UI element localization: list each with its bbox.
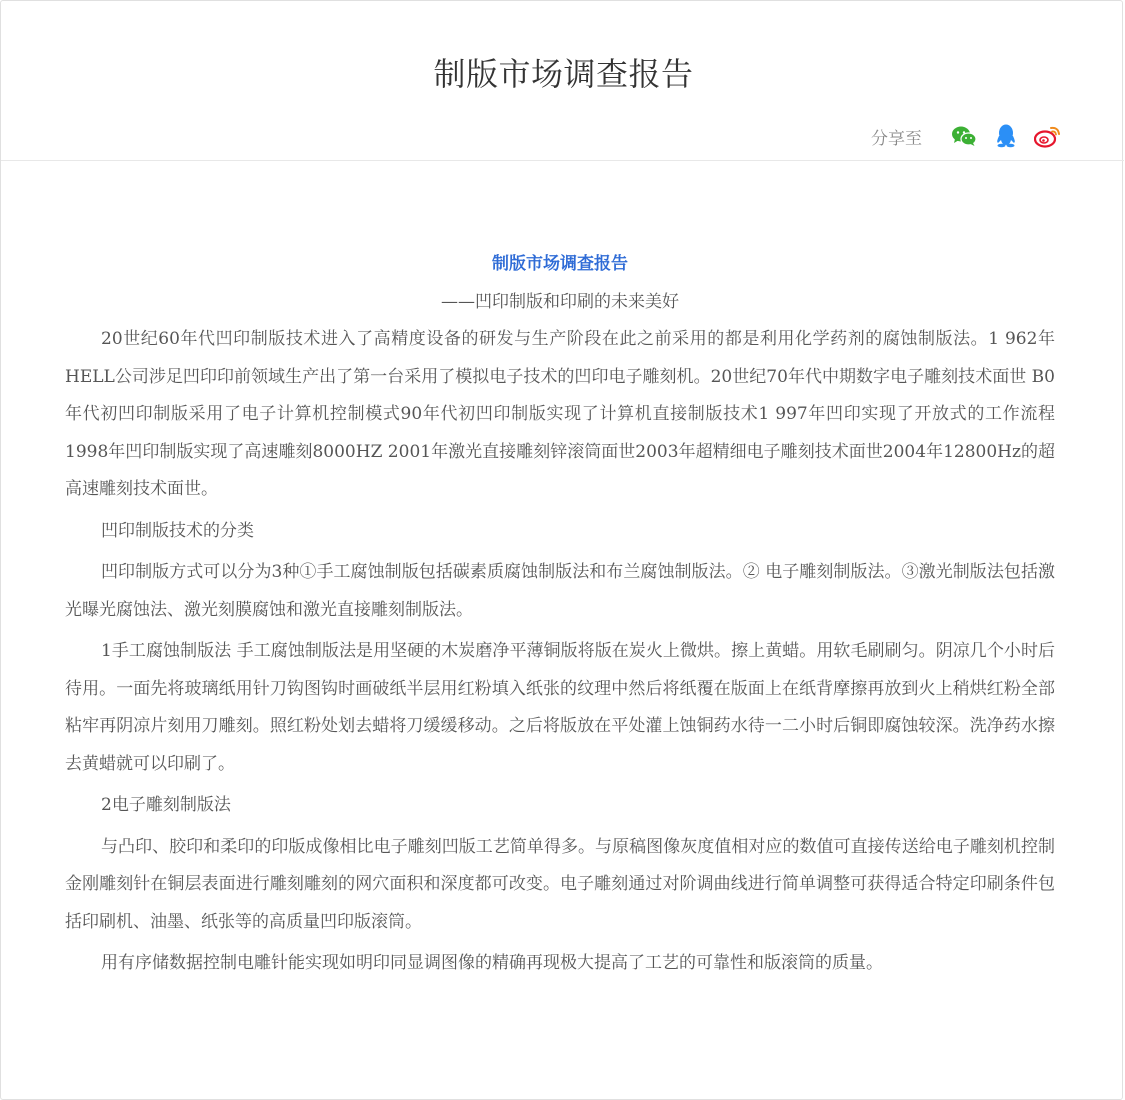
page-title: 制版市场调查报告 bbox=[433, 55, 694, 93]
paragraph: 1手工腐蚀制版法 手工腐蚀制版法是用坚硬的木炭磨净平薄铜版将版在炭火上微烘。擦上黄蜡。用软毛刷刷匀。阴凉几个小时后待用。一面先将玻璃纸用针刀钩图钩时画破纸半层用红粉填入纸张的纹理中然后将纸覆在版面上在纸背摩擦再放到火上稍烘红粉全部粘牢再阴凉片刻用刀雕刻。照红粉处划去蜡将刀缓缓移动。之后将版放在平处灌上蚀铜药水待一二小时后铜即腐蚀较深。洗净药水擦去黄蜡就可以印刷了。 bbox=[65, 641, 1055, 774]
paragraph: 凹印制版方式可以分为3种①手工腐蚀制版包括碳素质腐蚀制版法和布兰腐蚀制版法。② 电子雕刻制版法。③激光制版法包括激光曝光腐蚀法、激光刻膜腐蚀和激光直接雕刻制版法。 bbox=[65, 562, 1055, 620]
share-bar bbox=[871, 120, 1062, 152]
qq-icon[interactable] bbox=[992, 122, 1020, 150]
share-label: 分享至 bbox=[871, 128, 922, 149]
article-body bbox=[65, 245, 1055, 987]
section-heading: 凹印制版技术的分类 bbox=[101, 520, 254, 541]
article-title: 制版市场调查报告 bbox=[492, 254, 628, 274]
paragraph: 20世纪60年代凹印制版技术进入了高精度设备的研发与生产阶段在此之前采用的都是利用化学药剂的腐蚀制版法。1 962年HELL公司涉足凹印印前领域生产出了第一台采用了模拟电子技术的凹印电子雕刻机。20世纪70年代中期数字电子雕刻技术面世 B0年代初凹印制版采用了电子计算机控制模式90年代初凹印制版实现了计算机直接制版技术1 997年凹印实现了开放式的工作流程 1998年凹印制版实现了高速雕刻8000HZ 2001年激光直接雕刻锌滚筒面世2003年超精细电子雕刻技术面世2004年12800Hz的超高速雕刻技术面世。 bbox=[65, 329, 1055, 499]
wechat-icon[interactable] bbox=[950, 122, 978, 150]
weibo-icon[interactable] bbox=[1034, 122, 1062, 150]
paragraph: 与凸印、胶印和柔印的印版成像相比电子雕刻凹版工艺简单得多。与原稿图像灰度值相对应的数值可直接传送给电子雕刻机控制金刚雕刻针在铜层表面进行雕刻雕刻的网穴面积和深度都可改变。电子雕刻通过对阶调曲线进行简单调整可获得适合特定印刷条件包括印刷机、油墨、纸张等的高质量凹印版滚筒。 bbox=[65, 836, 1055, 932]
paragraph: 用有序储数据控制电雕针能实现如明印同显调图像的精确再现极大提高了工艺的可靠性和版滚筒的质量。 bbox=[101, 953, 883, 973]
article-subtitle: ——凹印制版和印刷的未来美好 bbox=[441, 292, 679, 312]
section-heading: 2电子雕刻制版法 bbox=[101, 795, 231, 815]
article-header bbox=[1, 1, 1124, 161]
